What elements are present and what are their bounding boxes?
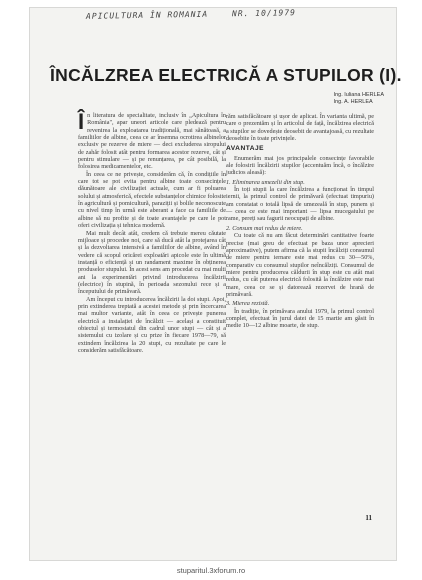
left-paragraph-1: În literatura de specialitate, inclusiv în „Apicultura în România", apar uneori articole care pledează pentru revenirea la exploatarea tradițională, mai sănătoasă, a familiilor de albine, ceea ce ar însemna ocrotirea albinelor exclusiv pe rezerve de miere — deci excluderea siropului de zahăr folosit atât pentru formarea acestor rezerve, cât și pentru stimulare — și pe renunțarea, pe cât posibilă, la folosirea medicamentelor, etc. — [78, 109, 226, 171]
watermark-footer: stuparitul.3xforum.ro — [176, 566, 246, 575]
subheading-1: 1. Eliminarea umezelii din stup. — [226, 178, 305, 186]
article-title: ÎNCĂLZREA ELECTRICĂ A STUPILOR (I). — [50, 65, 402, 85]
subheading-2: 2. Consum mai redus de miere. — [226, 224, 303, 232]
left-paragraph-4: Am început cu introducerea încălzirii la doi stupi. Apoi, prin extinderea treptată a acestei metode și prin încercarea mai multor variante, atât în ceea ce privește punerea electrică a instalației de încălzit — același a constituit obiectul și termostatul din cadrul unor stupi — cât și a sistemului cu izolare și cu prize în fiecare 1978—79, să extindem încălzirea la 20 stupi, cu rezultate pe care le considerăm satisfăcătoare. — [78, 295, 226, 354]
item-1-text: În toți stupii la care încălzirea a funcționat în timpul iernii, la primul control de primăvară (efectuat timpuriu) am constatat o totală lipsă de umezeală în stup, punem și — ceea ce este mai important — lipsa mucegaiului pe rame, pereți sau fagurii neocupați de albine. — [226, 186, 374, 223]
item-2-text: Cu toate că nu am făcut determinări cantitative foarte precise (mai greu de efectuat pe baza unor aprecieri aproximative), putem afirma că la stupii încălziți consumul de miere pentru iernare este mai redus cu 30—50%, comparativ cu consumul stupilor neîncălziți. Consumul de miere pentru producerea căldurii în stup este cu atât mai redus, cu cât puterea electrică folosită la încălzire este mai mare, ceea ce se și datorează rezervei de hrană de primăvară. — [226, 232, 374, 298]
right-paragraph-1: răm satisfăcătoare și ușor de aplicat. În varianta ultimă, pe care o prezentăm și în articolul de față, încălzirea electrică a stupilor se dovedește deosebit de avantajoasă, cu rezultate deosebite în toate privințele. — [226, 113, 374, 143]
right-column — [226, 113, 374, 330]
handnote-text: APICULTURA ÎN ROMANIA — [85, 9, 209, 21]
author-1: Ing. Iuliana HERLEA — [333, 92, 384, 98]
drop-cap: Î — [78, 109, 85, 134]
handnote-number: NR. 10/1979 — [231, 8, 297, 19]
section-heading-avantaje: AVANTAJE — [226, 145, 265, 153]
scanned-page — [30, 8, 402, 560]
page-number: 11 — [365, 514, 372, 522]
left-paragraph-3: Mai mult decât atât, credem că trebuie mereu căutate mijloace și procedee noi, care să ducă atât la protejarea cât și la dezvoltarea intensivă a familiilor de albine, având în vedere că scopul oricărei exploatări apicole este în ultimă instanță o eficiență și un randament maxime în obținerea produselor stupului. În acest sens am procedat cu mai multi ani la experimentări privind introducerea încălzirii (electrice) în stupină, în perioada sezonului rece și a începutului de primăvară. — [78, 229, 226, 296]
item-3-text: În tradiție, în primăvara anului 1979, la primul control complet, efectuat în jurul datei de 15 martie am găsit în medie 10—12 albine moarte, de stup. — [226, 307, 374, 330]
avantaje-intro: Enumerăm mai jos principalele consecințe favorabile ale folosirii încălzirii stupilor (accentuăm încă, o încălzire judicios aleasă): — [226, 154, 374, 177]
author-2: Ing. A. HERLEA — [333, 99, 373, 105]
authors — [334, 92, 384, 106]
left-paragraph-2: În ceea ce ne privește, considerăm că, în condițiile în care tot se pot evita pentru albine toate consecințele dăunătoare ale civilizației actuale, cum ar fi poluarea solului și atmosferică, efectele substanțelor chimice folosite în agricultură și pomicultură, paraziții și bolile neconoscute cu nivel timp în urmă este aberant a face ca familiile de albine să nu profite și de toate avantajele pe care le pot oferi civilizația și tehnica modernă. — [78, 170, 226, 230]
handwritten-note — [86, 8, 296, 21]
left-column — [78, 109, 226, 354]
subheading-3: 3. Mierea rezistă. — [226, 300, 270, 308]
